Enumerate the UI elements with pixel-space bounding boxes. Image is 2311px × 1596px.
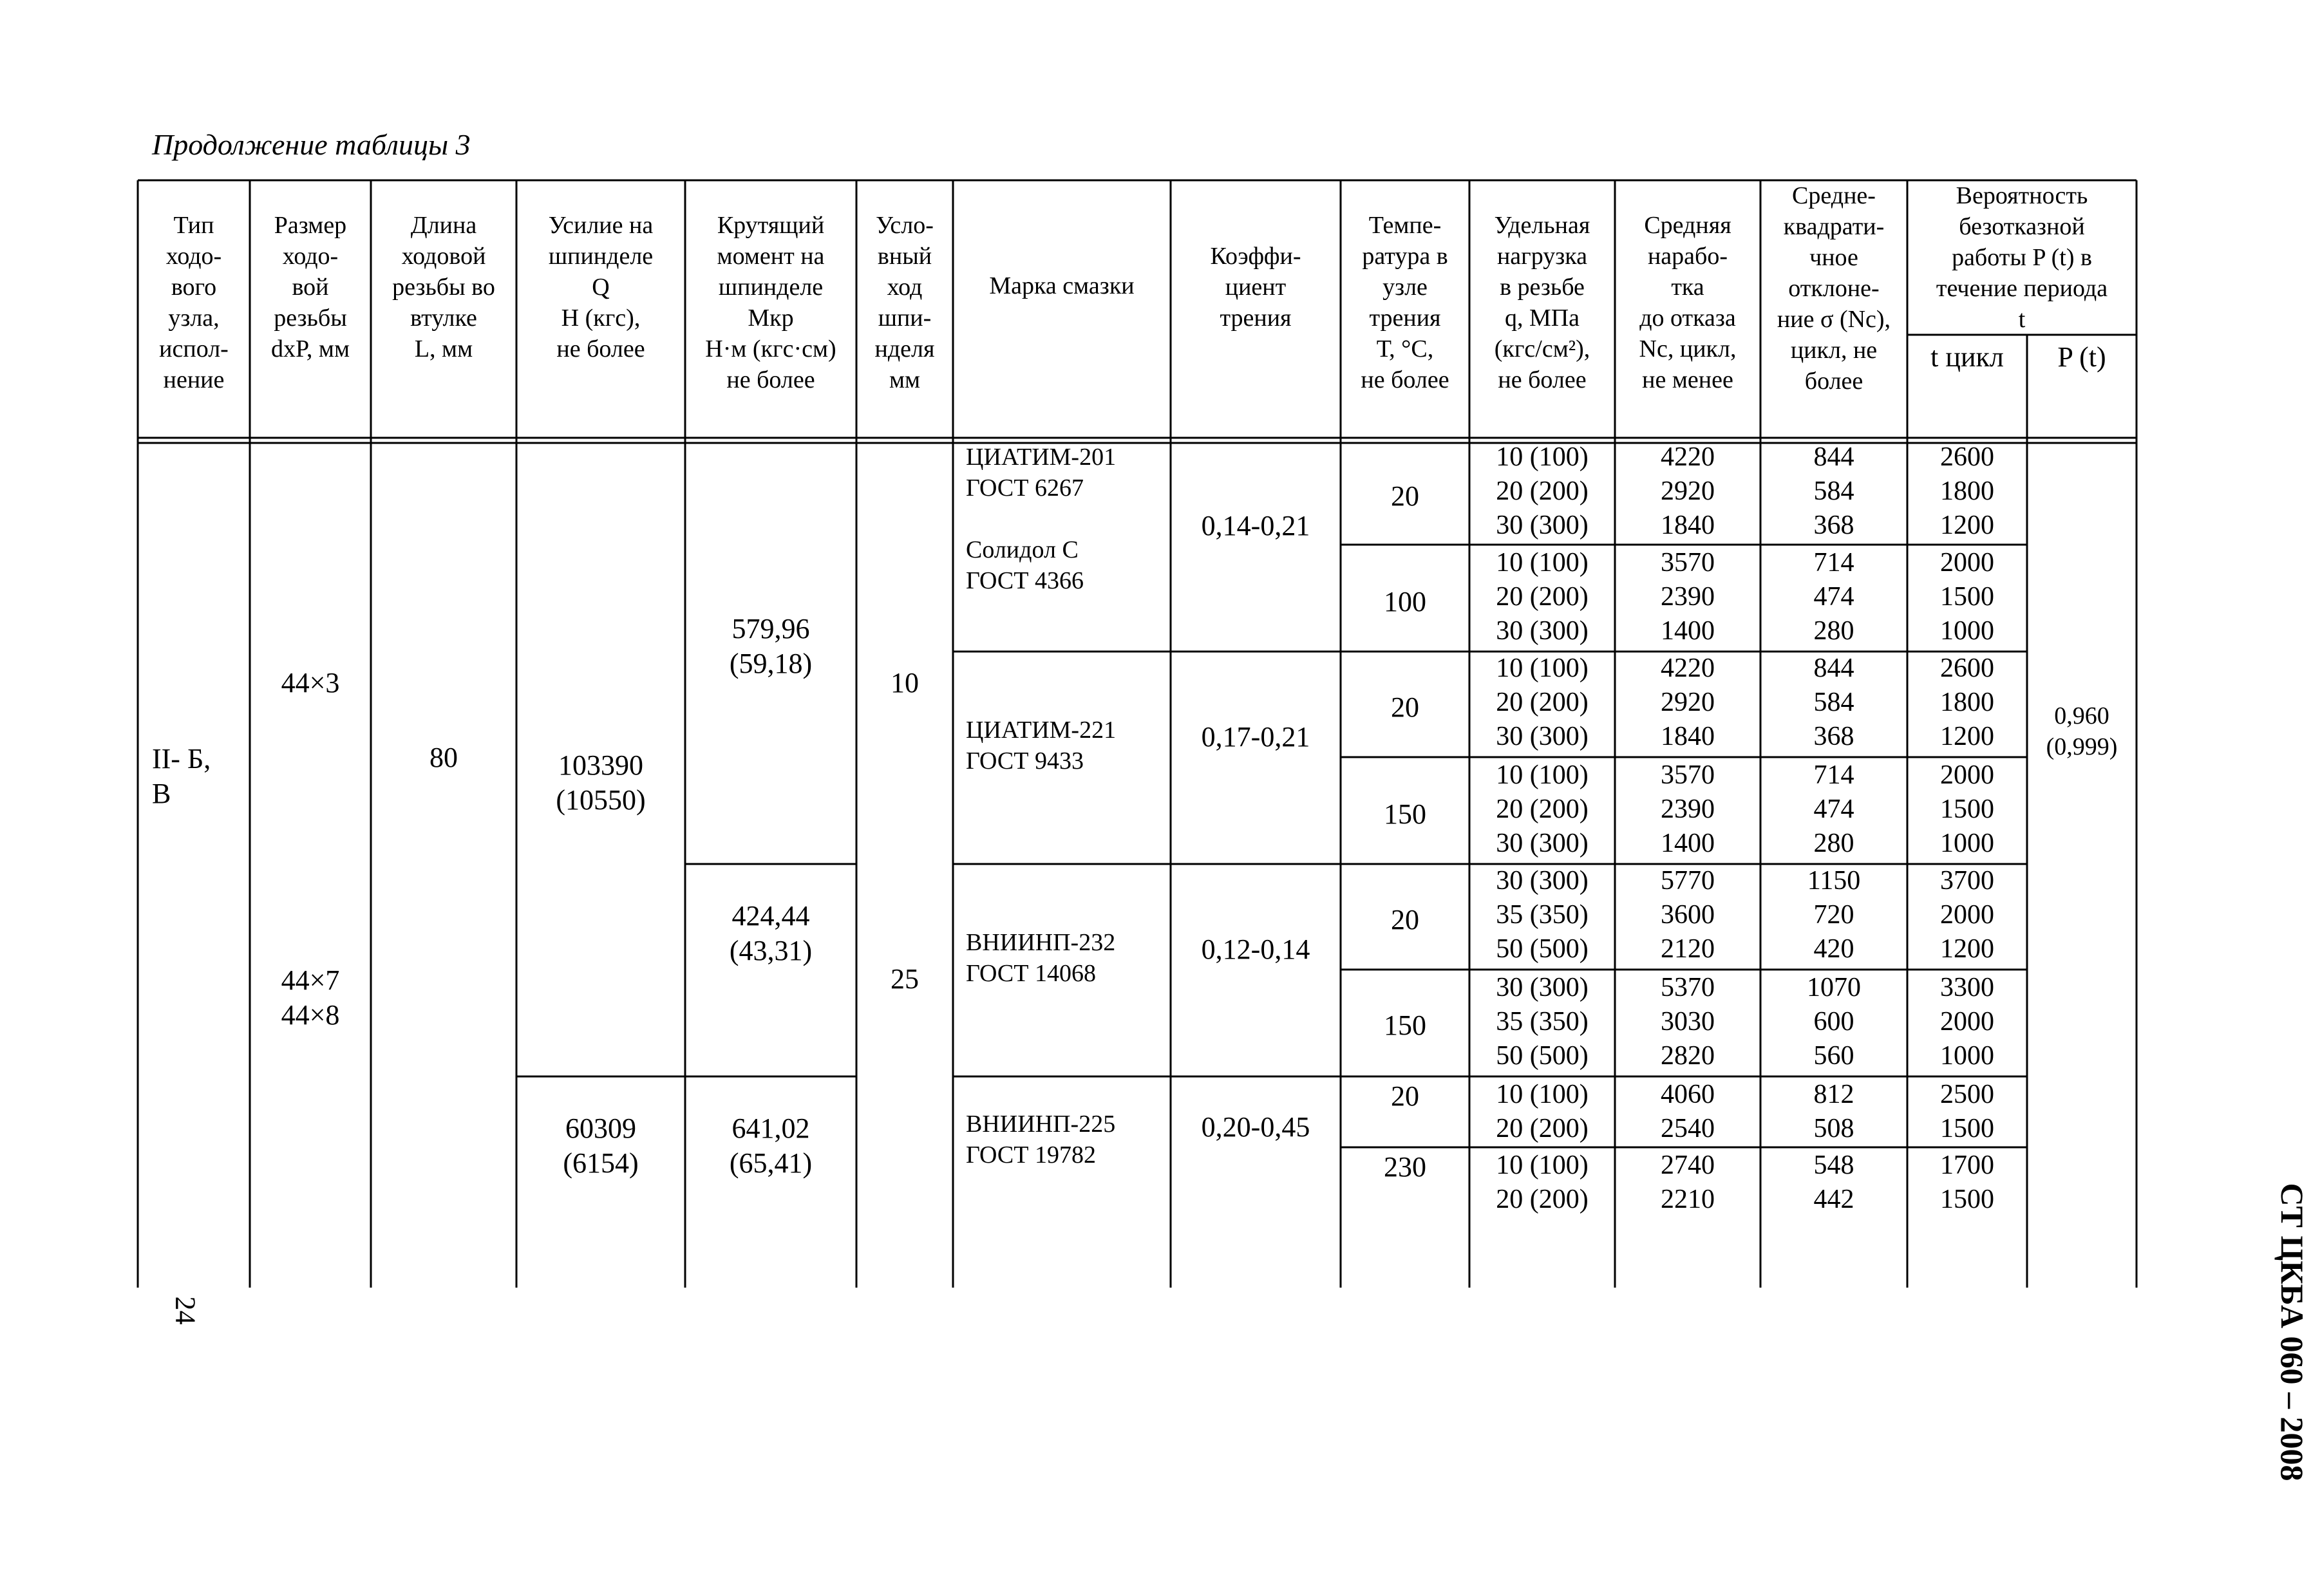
header-thread-size: Размер ходо- вой резьбы dxP, мм: [270, 212, 350, 362]
cell-torque-c: 641,02 (65,41): [729, 1113, 813, 1179]
cell-dev-g1: 844 584 368: [1813, 442, 1854, 540]
cell-t-g7: 2500 1500: [1940, 1080, 1994, 1143]
cell-loads-g6: 30 (300) 35 (350) 50 (500): [1496, 973, 1589, 1071]
cell-friction-1: 0,14-0,21: [1201, 510, 1310, 541]
cell-loads-g1: 10 (100) 20 (200) 30 (300): [1496, 442, 1589, 540]
cell-temp-g4: 150: [1384, 798, 1426, 830]
cell-dev-g3: 844 584 368: [1813, 653, 1854, 751]
cell-life-g7: 4060 2540: [1661, 1080, 1715, 1143]
cell-temp-g1: 20: [1391, 480, 1419, 512]
cell-temp-g8: 230: [1384, 1151, 1426, 1183]
cell-force-a: 103390 (10550): [556, 749, 646, 816]
cell-life-g3: 4220 2920 1840: [1661, 653, 1715, 751]
page-number: 24: [169, 1296, 202, 1325]
cell-loads-g5: 30 (300) 35 (350) 50 (500): [1496, 866, 1589, 964]
header-grease: Марка смазки: [989, 272, 1135, 299]
header-t-cycle: t цикл: [1930, 341, 2004, 373]
cell-grease-3: ВНИИНП-232 ГОСТ 14068: [966, 929, 1116, 987]
header-mean-life: Средняя нарабо- тка до отказа Nc, цикл, не менее: [1639, 212, 1737, 393]
cell-temp-g2: 100: [1384, 586, 1426, 617]
cell-stroke-25: 25: [891, 963, 919, 995]
cell-size-44x3: 44×3: [281, 667, 340, 699]
cell-probability: 0,960 (0,999): [2046, 702, 2118, 760]
cell-dev-g2: 714 474 280: [1813, 548, 1854, 646]
header-stroke: Усло- вный ход шпи- нделя мм: [874, 212, 935, 393]
cell-temp-g6: 150: [1384, 1009, 1426, 1041]
cell-life-g8: 2740 2210: [1661, 1150, 1715, 1214]
cell-grease-1: ЦИАТИМ-201 ГОСТ 6267 Солидол С ГОСТ 4366: [966, 444, 1117, 594]
cell-life-g5: 5770 3600 2120: [1661, 866, 1715, 964]
cell-grease-4: ВНИИНП-225 ГОСТ 19782: [966, 1111, 1116, 1169]
cell-friction-4: 0,20-0,45: [1201, 1111, 1310, 1143]
header-type: Тип ходо- вого узла, испол- нение: [159, 212, 229, 393]
cell-t-g8: 1700 1500: [1940, 1150, 1994, 1214]
header-p-t: P (t): [2057, 341, 2106, 373]
cell-dev-g4: 714 474 280: [1813, 760, 1854, 858]
cell-friction-2: 0,17-0,21: [1201, 721, 1310, 753]
cell-dev-g6: 1070 600 560: [1807, 973, 1861, 1071]
cell-torque-a: 579,96 (59,18): [729, 613, 813, 679]
cell-t-g2: 2000 1500 1000: [1940, 548, 1994, 646]
cell-torque-b: 424,44 (43,31): [729, 900, 813, 966]
cell-life-g1: 4220 2920 1840: [1661, 442, 1715, 540]
document-code: СТ ЦКБА 060 – 2008: [2274, 1183, 2310, 1481]
cell-loads-g2: 10 (100) 20 (200) 30 (300): [1496, 548, 1589, 646]
cell-t-g6: 3300 2000 1000: [1940, 973, 1994, 1071]
cell-grease-2: ЦИАТИМ-221 ГОСТ 9433: [966, 717, 1117, 775]
header-torque: Крутящий момент на шпинделе Мкр Н·м (кгс·см) не более: [705, 212, 836, 393]
cell-life-g4: 3570 2390 1400: [1661, 760, 1715, 858]
cell-temp-g7: 20: [1391, 1080, 1419, 1112]
header-specific-load: Удельная нагрузка в резьбе q, МПа (кгс/см²), не более: [1494, 212, 1590, 393]
header-thread-length: Длина ходовой резьбы во втулке L, мм: [392, 212, 495, 362]
cell-size-44x7-44x8: 44×7 44×8: [281, 964, 340, 1031]
header-probability: Вероятность безотказной работы P (t) в течение периода t: [1936, 182, 2108, 333]
cell-loads-g8: 10 (100) 20 (200): [1496, 1150, 1589, 1214]
cell-t-g4: 2000 1500 1000: [1940, 760, 1994, 858]
header-friction: Коэффи- циент трения: [1210, 243, 1301, 332]
table-caption: Продолжение таблицы 3: [152, 128, 471, 161]
cell-life-g6: 5370 3030 2820: [1661, 973, 1715, 1071]
cell-t-g1: 2600 1800 1200: [1940, 442, 1994, 540]
header-temperature: Темпе- ратура в узле трения Т, °С, не более: [1361, 212, 1449, 393]
cell-dev-g8: 548 442: [1813, 1150, 1854, 1214]
cell-node-type: II- Б, В: [152, 743, 211, 809]
cell-loads-g7: 10 (100) 20 (200): [1496, 1080, 1589, 1143]
cell-dev-g7: 812 508: [1813, 1080, 1854, 1143]
cell-t-g3: 2600 1800 1200: [1940, 653, 1994, 751]
cell-force-b: 60309 (6154): [563, 1113, 639, 1179]
cell-thread-length: 80: [429, 742, 458, 773]
cell-temp-g5: 20: [1391, 904, 1419, 935]
header-spindle-force: Усилие на шпинделе Q Н (кгс), не более: [548, 212, 654, 362]
cell-stroke-10: 10: [891, 667, 919, 699]
cell-t-g5: 3700 2000 1200: [1940, 866, 1994, 964]
header-std-deviation: Средне- квадрати- чное отклоне- ние σ (Nc), цикл, не более: [1777, 182, 1891, 395]
cell-life-g2: 3570 2390 1400: [1661, 548, 1715, 646]
cell-friction-3: 0,12-0,14: [1201, 934, 1310, 965]
cell-loads-g3: 10 (100) 20 (200) 30 (300): [1496, 653, 1589, 751]
cell-loads-g4: 10 (100) 20 (200) 30 (300): [1496, 760, 1589, 858]
cell-temp-g3: 20: [1391, 691, 1419, 723]
cell-dev-g5: 1150 720 420: [1807, 866, 1861, 964]
